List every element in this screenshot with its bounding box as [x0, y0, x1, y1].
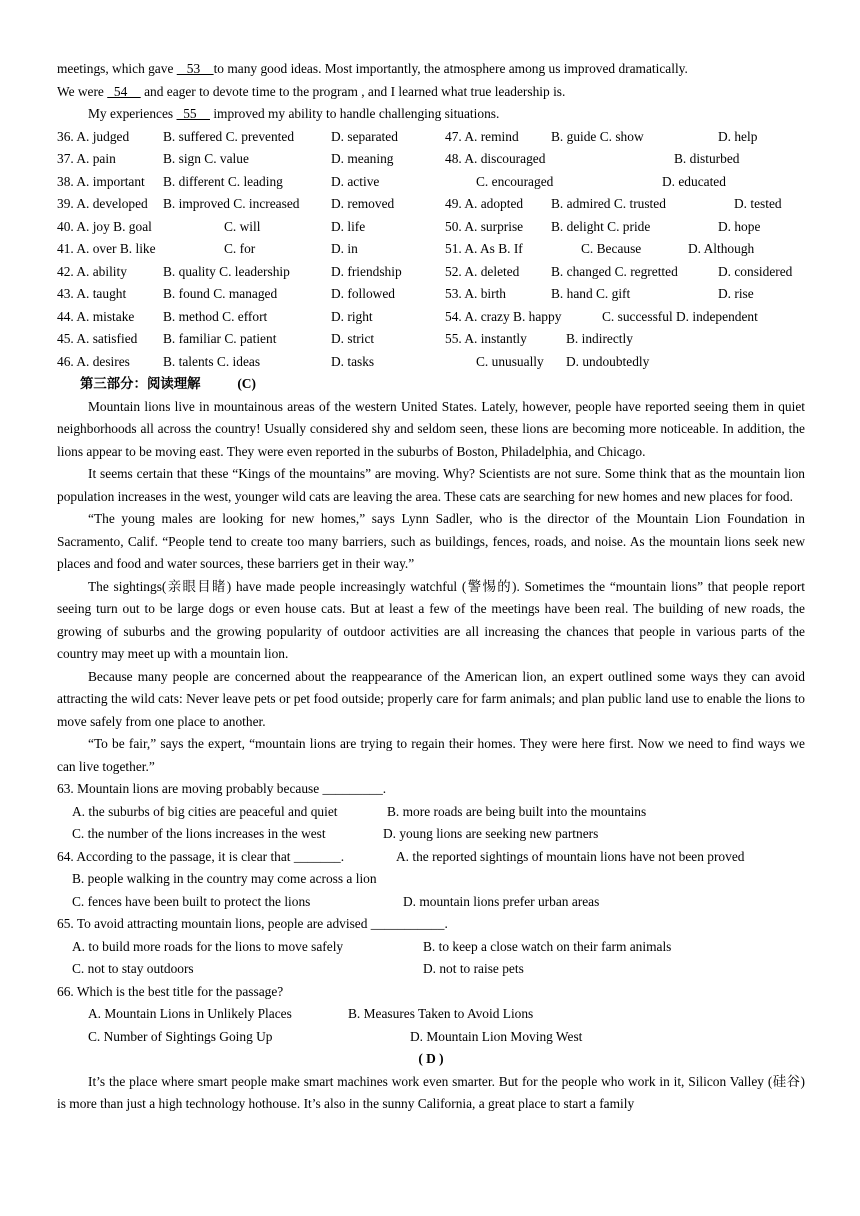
blank-55: 55 [176, 106, 210, 121]
passage-c [57, 396, 805, 779]
question-64: 64. According to the passage, it is clear that _______. A. the reported sightings of mountain lions have not been proved [57, 848, 745, 864]
question-66: 66. Which is the best title for the passage? [57, 983, 284, 999]
question-options: A. the suburbs of big cities are peaceful and quiet B. more roads are being built into the mountains [72, 803, 647, 819]
cloze-line-3: My experiences 55 improved my ability to handle challenging situations. [88, 106, 500, 121]
question-65: 65. To avoid attracting mountain lions, people are advised ___________. [57, 916, 448, 931]
options-grid [57, 126, 805, 374]
paragraph: Mountain lions live in mountainous areas of the western United States. Lately, however, people have reported seeing them in quiet neighborhoods all across the country! Usually considered shy and seldom seen, these lions are becoming more noticeable. In addition, the lions appear to be moving east. They were even reported in the suburbs of Boston, Philadelphia, and Chicago. [57, 398, 805, 459]
paragraph: “To be fair,” says the expert, “mountain lions are trying to regain their homes. They were here first. Now we need to find ways we can live together.” [57, 736, 805, 774]
paragraph: It seems certain that these “Kings of the mountains” are moving. Why? Scientists are not sure. Some think that as the mountain lion population increases in the west, younger wild cats are leaving the area. These cats are searching for new homes and new places for food. [57, 466, 805, 504]
question-options: C. not to stay outdoors D. not to raise pets [72, 961, 524, 976]
option-row: 45. A. satisfied B. familiar C. patient D. strict 55. A. instantly B. indirectly [57, 331, 633, 346]
questions [57, 778, 805, 1048]
cloze-line-1: meetings, which gave 53 to many good ideas. Most importantly, the atmosphere among us improved dramatically. [57, 61, 688, 76]
cloze-line-2: We were 54 and eager to devote time to the program , and I learned what true leadership is. [57, 83, 566, 99]
question-options: A. to build more roads for the lions to move safely B. to keep a close watch on their farm animals [72, 938, 672, 954]
section-heading: 第三部分：阅读理解 (C) [80, 376, 256, 391]
option-row: 39. A. developed B. improved C. increased D. removed 49. A. adopted B. admired C. trusted D. tested [57, 196, 782, 211]
option-row: 46. A. desires B. talents C. ideas D. tasks C. unusually D. undoubtedly [57, 353, 650, 369]
question-63: 63. Mountain lions are moving probably because _________. [57, 781, 387, 796]
option-row: 41. A. over B. like C. for D. in 51. A. As B. If C. Because D. Although [57, 241, 755, 256]
paragraph: Because many people are concerned about the reappearance of the American lion, an expert outlined some ways they can avoid attracting the wild cats: Never leave pets or pet food outside; properly care for farm animals; and plan public land use to enable the lions to move safely from one place to another. [57, 668, 805, 729]
exam-page [57, 58, 805, 1116]
option-row: 42. A. ability B. quality C. leadership D. friendship 52. A. deleted B. changed C. regretted D. considered [57, 263, 793, 279]
question-options: C. the number of the lions increases in the west D. young lions are seeking new partners [72, 826, 599, 841]
paragraph: The sightings(亲眼目睹) have made people increasingly watchful (警惕的). Sometimes the “mountain lions” that people report seeing turn out to be large dogs or even house cats. But at least a few of the meetings have been real. The building of new roads, the growing of suburbs and the growing popularity of outdoor activities are all increasing the chances that people in various parts of the country may meet up with a mountain lion. [57, 578, 805, 661]
option-row: 36. A. judged B. suffered C. prevented D. separated 47. A. remind B. guide C. show D. help [57, 128, 758, 144]
blank-54: 54 [107, 83, 141, 99]
section-d-heading: ( D ) [418, 1051, 444, 1066]
option-row: 38. A. important B. different C. leading D. active C. encouraged D. educated [57, 173, 726, 189]
option-row: 43. A. taught B. found C. managed D. followed 53. A. birth B. hand C. gift D. rise [57, 286, 754, 301]
question-options: A. Mountain Lions in Unlikely Places B. Measures Taken to Avoid Lions [88, 1006, 534, 1021]
option-row: 37. A. pain B. sign C. value D. meaning 48. A. discouraged B. disturbed [57, 151, 740, 166]
option-row: 44. A. mistake B. method C. effort D. right 54. A. crazy B. happy C. successful D. independent [57, 308, 758, 324]
question-options: B. people walking in the country may come across a lion [72, 871, 377, 886]
blank-53: 53 [176, 61, 214, 76]
question-options: C. fences have been built to protect the lions D. mountain lions prefer urban areas [72, 893, 600, 909]
passage-d: It’s the place where smart people make smart machines work even smarter. But for the people who work in it, Silicon Valley (硅谷) is more than just a high technology hothouse. It’s also in the sunny California, a great place to start a family [57, 1073, 805, 1111]
paragraph: “The young males are looking for new homes,” says Lynn Sadler, who is the director of the Mountain Lion Foundation in Sacramento, Calif. “People tend to create too many barriers, such as buildings, fences, roads, and noise. As the mountain lions seek new places and food and water sources, these barriers get in their way.” [57, 511, 805, 571]
question-options: C. Number of Sightings Going Up D. Mountain Lion Moving West [88, 1028, 583, 1044]
option-row: 40. A. joy B. goal C. will D. life 50. A. surprise B. delight C. pride D. hope [57, 218, 761, 234]
